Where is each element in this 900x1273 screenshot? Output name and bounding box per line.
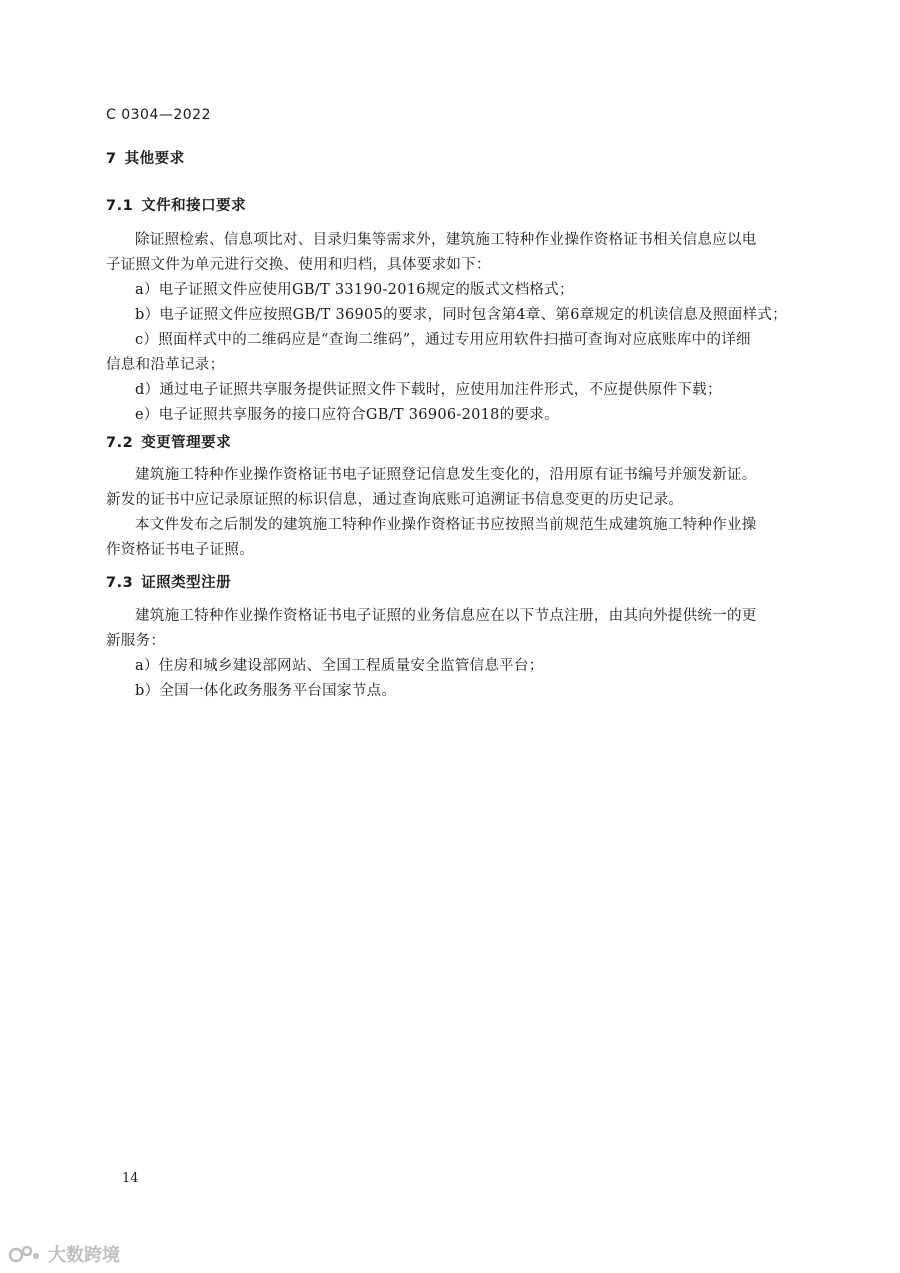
paragraph-line: 本文件发布之后制发的建筑施工特种作业操作资格证书应按照当前规范生成建筑施工特种作业操	[135, 517, 757, 533]
list-item: d）通过电子证照共享服务提供证照文件下载时，应使用加注件形式，不应提供原件下载；	[135, 382, 722, 398]
paragraph-line: 除证照检索、信息项比对、目录归集等需求外，建筑施工特种作业操作资格证书相关信息应以电	[135, 232, 757, 248]
standard-code: C 0304—2022	[106, 107, 211, 123]
watermark	[8, 1241, 120, 1267]
paragraph-line: 建筑施工特种作业操作资格证书电子证照的业务信息应在以下节点注册，由其向外提供统一的更	[135, 608, 757, 624]
section-title: 证照类型注册	[141, 575, 232, 591]
list-item: b）电子证照文件应按照GB/T 36905的要求，同时包含第4章、第6章规定的机读信息及照面样式；	[135, 307, 787, 323]
list-item: e）电子证照共享服务的接口应符合GB/T 36906-2018的要求。	[135, 407, 559, 423]
section-7-heading	[106, 147, 185, 168]
paragraph-line: 子证照文件为单元进行交换、使用和归档，具体要求如下：	[106, 257, 491, 273]
section-number: 7.2	[106, 435, 134, 451]
paragraph-line: 新发的证书中应记录原证照的标识信息，通过查询底账可追溯证书信息变更的历史记录。	[106, 492, 684, 508]
section-7-1-body	[106, 228, 806, 428]
section-7-3-heading	[106, 571, 231, 592]
section-number: 7.1	[106, 198, 134, 214]
dashu-logo-icon	[8, 1243, 42, 1265]
paragraph-line: 新服务：	[106, 633, 166, 649]
list-item: a）电子证照文件应使用GB/T 33190-2016规定的版式文档格式；	[135, 282, 574, 298]
paragraph-line: 建筑施工特种作业操作资格证书电子证照登记信息发生变化的，沿用原有证书编号并颁发新证。	[135, 467, 757, 483]
watermark-text: 大数跨境	[48, 1245, 120, 1266]
list-item: c）照面样式中的二维码应是“查询二维码”，通过专用应用软件扫描可查询对应底账库中的详细	[135, 332, 751, 348]
section-7-1-heading	[106, 194, 246, 215]
section-title: 文件和接口要求	[141, 198, 247, 214]
list-item: b）全国一体化政务服务平台国家节点。	[135, 683, 397, 699]
section-title: 其他要求	[124, 151, 185, 167]
section-title: 变更管理要求	[141, 435, 232, 451]
page-number: 14	[122, 1171, 139, 1186]
section-number: 7	[106, 151, 117, 167]
list-item-continuation: 信息和沿革记录；	[106, 357, 225, 373]
section-7-2-body	[106, 463, 806, 563]
section-7-3-body	[106, 604, 806, 704]
section-7-2-heading	[106, 431, 231, 452]
list-item: a）住房和城乡建设部网站、全国工程质量安全监管信息平台；	[135, 658, 544, 674]
paragraph-line: 作资格证书电子证照。	[106, 542, 254, 558]
section-number: 7.3	[106, 575, 134, 591]
